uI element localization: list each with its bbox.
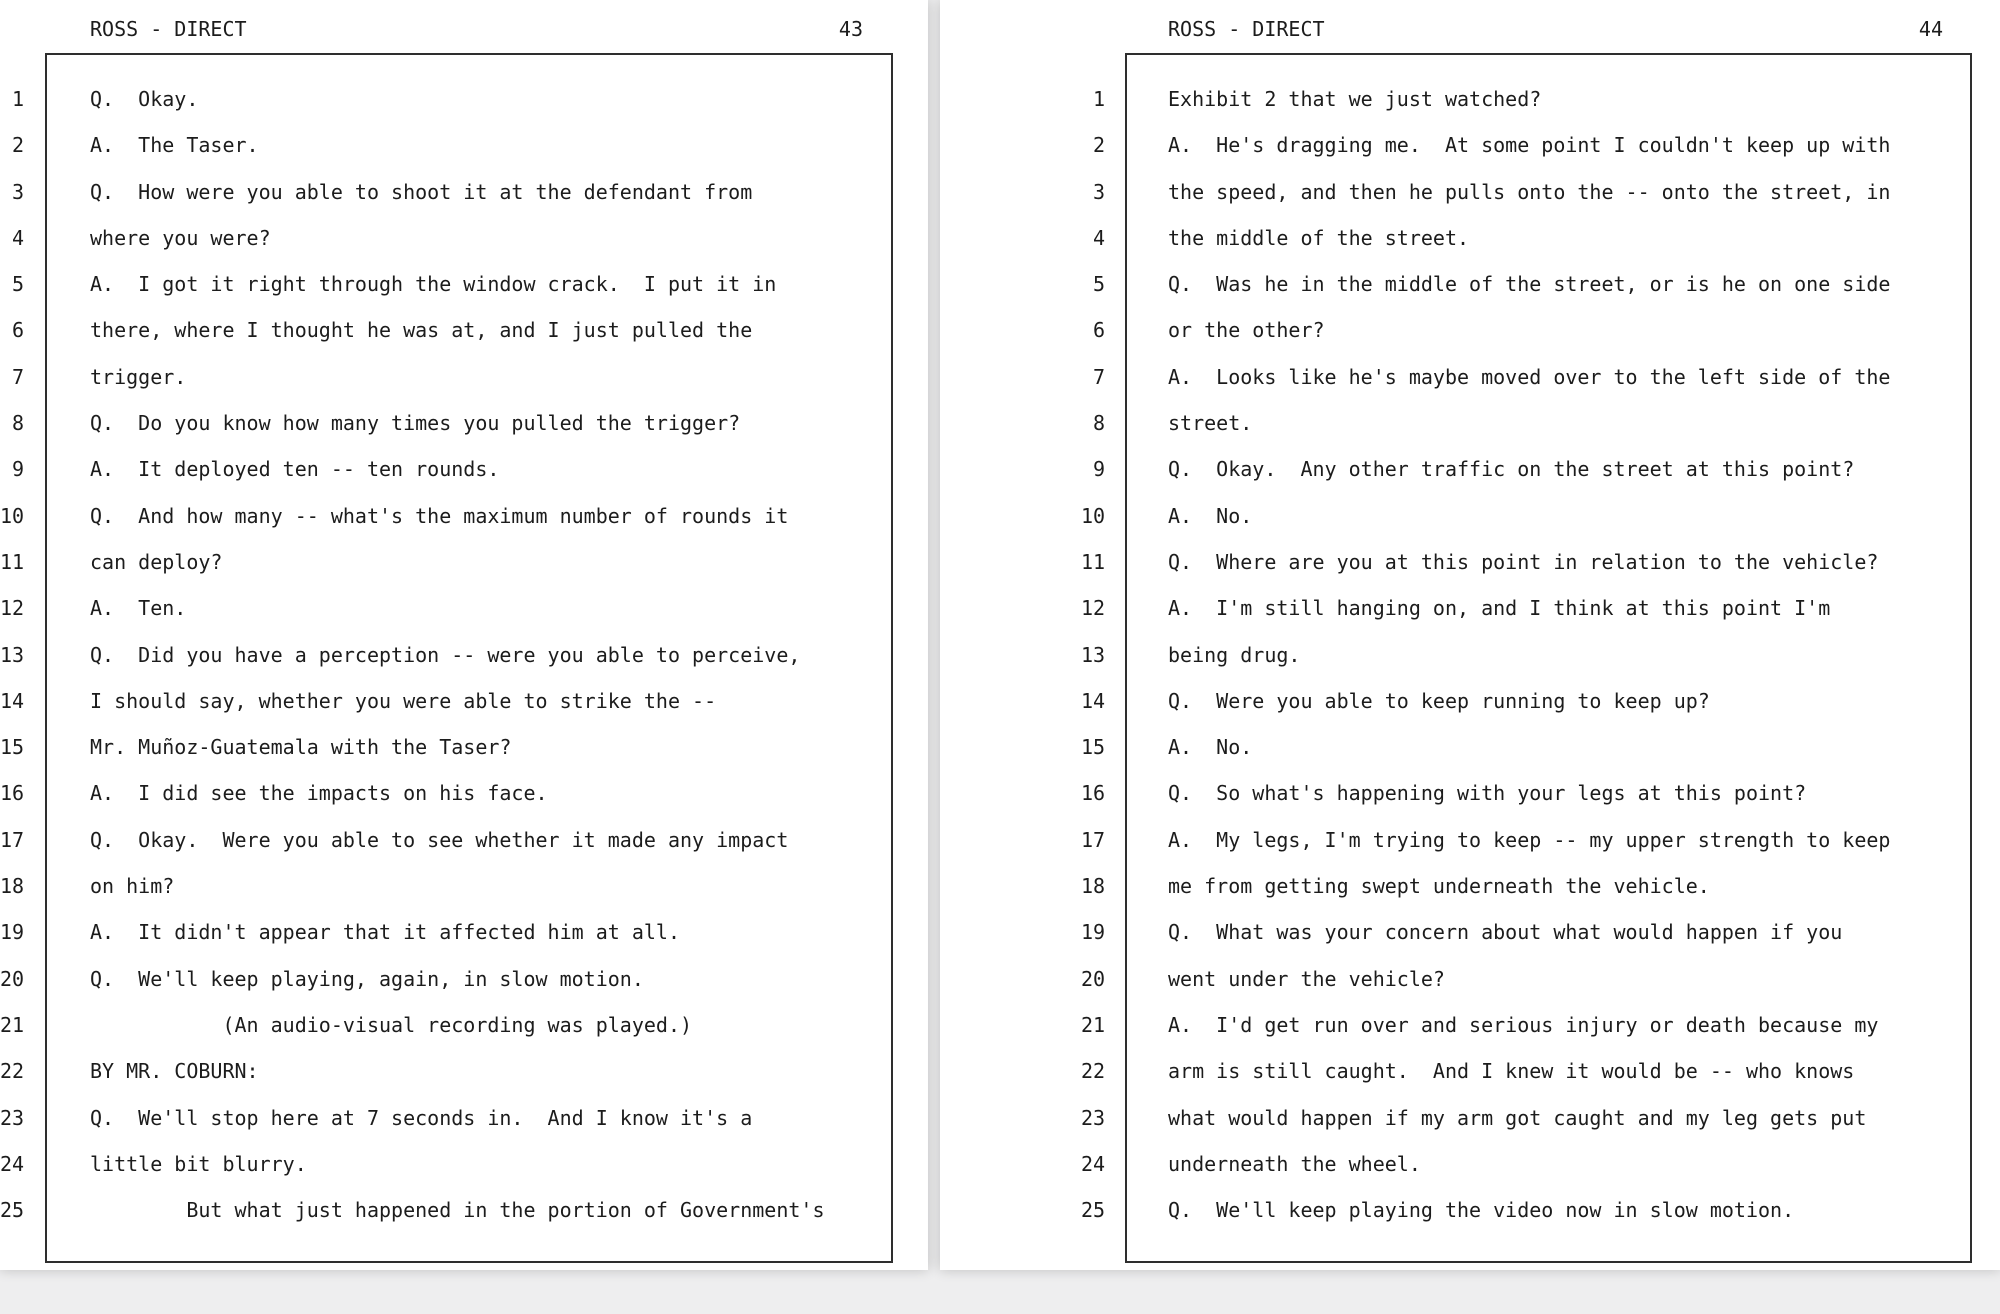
transcript-page-43 — [0, 0, 928, 1270]
page-header — [90, 17, 863, 41]
line-text: Q. What was your concern about what would happen if you — [1168, 920, 1843, 945]
line-number: 17 — [1081, 827, 1106, 852]
page-number: 43 — [838, 17, 863, 41]
line-text: there, where I thought he was at, and I just pulled the — [90, 318, 753, 343]
line-text: Q. Okay. — [90, 87, 199, 111]
line-number: 20 — [1081, 966, 1106, 991]
line-text: street. — [1168, 411, 1253, 436]
line-text: I should say, whether you were able to strike the -- — [90, 688, 717, 713]
line-number: 1 — [1092, 87, 1105, 111]
line-text: Q. Was he in the middle of the street, or is he on one side — [1168, 272, 1891, 297]
line-text: can deploy? — [90, 549, 223, 574]
line-text: A. It didn't appear that it affected him at all. — [90, 920, 681, 945]
line-number: 8 — [1092, 411, 1105, 436]
transcript-line — [1081, 539, 1890, 585]
line-text: A. I got it right through the window crack. I put it in — [90, 272, 777, 297]
line-text: A. Ten. — [90, 596, 187, 621]
line-text: A. I did see the impacts on his face. — [90, 781, 548, 806]
line-number: 11 — [1081, 549, 1106, 574]
transcript-line — [0, 585, 825, 631]
transcript-line — [0, 632, 825, 678]
line-text: the middle of the street. — [1168, 225, 1470, 250]
line-number: 2 — [11, 133, 24, 158]
line-number: 24 — [0, 1151, 25, 1176]
transcript-line — [1081, 122, 1890, 168]
line-text: on him? — [90, 874, 175, 899]
line-number: 7 — [11, 364, 24, 389]
transcript-line — [0, 76, 825, 122]
transcript-line — [1081, 400, 1890, 446]
line-text: Mr. Muñoz-Guatemala with the Taser? — [90, 735, 512, 760]
line-number: 5 — [11, 272, 24, 297]
transcript-line — [0, 169, 825, 215]
line-text: Q. We'll stop here at 7 seconds in. And I know it's a — [90, 1105, 753, 1130]
page-number: 44 — [1918, 17, 1943, 41]
line-number: 17 — [0, 827, 25, 852]
transcript-line — [0, 215, 825, 261]
line-number: 23 — [1081, 1105, 1106, 1130]
transcript-line — [1081, 354, 1890, 400]
line-number: 25 — [1081, 1198, 1106, 1223]
line-text: little bit blurry. — [90, 1151, 307, 1176]
transcript-lines — [0, 76, 825, 1233]
transcript-line — [0, 122, 825, 168]
line-number: 16 — [1081, 781, 1106, 806]
line-text: Exhibit 2 that we just watched? — [1168, 87, 1542, 111]
line-text: Q. And how many -- what's the maximum number of rounds it — [90, 503, 789, 528]
line-number: 12 — [1081, 596, 1106, 621]
line-text: where you were? — [90, 225, 271, 250]
transcript-page-44 — [940, 0, 2000, 1270]
transcript-line — [0, 770, 825, 816]
line-number: 16 — [0, 781, 25, 806]
line-text: A. Looks like he's maybe moved over to the left side of the — [1168, 364, 1891, 389]
transcript-line — [1081, 585, 1890, 631]
line-number: 21 — [1081, 1012, 1106, 1037]
transcript-line — [0, 400, 825, 446]
transcript-line — [1081, 817, 1890, 863]
line-number: 24 — [1081, 1151, 1106, 1176]
transcript-line — [0, 539, 825, 585]
transcript-line — [0, 261, 825, 307]
transcript-line — [0, 1187, 825, 1233]
transcript-line — [1081, 76, 1890, 122]
line-number: 19 — [0, 920, 25, 945]
line-text: being drug. — [1168, 642, 1301, 667]
line-text: BY MR. COBURN: — [90, 1059, 259, 1084]
line-text: Q. Okay. Were you able to see whether it made any impact — [90, 827, 789, 852]
line-text: Q. Where are you at this point in relation to the vehicle? — [1168, 549, 1879, 574]
line-text: or the other? — [1168, 318, 1325, 343]
transcript-line — [1081, 678, 1890, 724]
line-number: 11 — [0, 549, 25, 574]
line-text: Q. Were you able to keep running to keep up? — [1168, 688, 1710, 713]
line-number: 23 — [0, 1105, 25, 1130]
line-text: A. No. — [1168, 503, 1253, 528]
line-number: 6 — [1092, 318, 1105, 343]
line-number: 20 — [0, 966, 25, 991]
line-text: arm is still caught. And I knew it would be -- who knows — [1168, 1059, 1855, 1084]
line-number: 18 — [0, 874, 25, 899]
line-text: A. My legs, I'm trying to keep -- my upper strength to keep — [1168, 827, 1891, 852]
line-number: 22 — [0, 1059, 25, 1084]
line-number: 18 — [1081, 874, 1106, 899]
transcript-line — [0, 678, 825, 724]
line-number: 14 — [0, 688, 25, 713]
line-number: 10 — [0, 503, 25, 528]
line-text: A. No. — [1168, 735, 1253, 760]
transcript-line — [0, 956, 825, 1002]
line-text: Q. How were you able to shoot it at the defendant from — [90, 179, 753, 204]
line-number: 15 — [1081, 735, 1106, 760]
transcript-line — [0, 1141, 825, 1187]
transcript-line — [0, 724, 825, 770]
line-text: Q. Did you have a perception -- were you able to perceive, — [90, 642, 801, 667]
transcript-line — [1081, 493, 1890, 539]
line-number: 13 — [1081, 642, 1106, 667]
line-text: A. I'd get run over and serious injury or death because my — [1168, 1012, 1879, 1037]
transcript-line — [1081, 446, 1890, 492]
line-text: underneath the wheel. — [1168, 1151, 1421, 1176]
transcript-line — [0, 354, 825, 400]
transcript-line — [0, 493, 825, 539]
line-number: 9 — [1092, 457, 1105, 482]
transcript-line — [0, 817, 825, 863]
line-text: But what just happened in the portion of Government's — [90, 1198, 825, 1223]
line-text: Q. Okay. Any other traffic on the street at this point? — [1168, 457, 1855, 482]
transcript-line — [0, 1095, 825, 1141]
line-text: Q. So what's happening with your legs at this point? — [1168, 781, 1807, 806]
line-text: Q. Do you know how many times you pulled the trigger? — [90, 411, 741, 436]
transcript-line — [1081, 1002, 1890, 1048]
transcript-line — [0, 307, 825, 353]
line-number: 7 — [1092, 364, 1105, 389]
transcript-line — [1081, 1187, 1890, 1233]
line-number: 10 — [1081, 503, 1106, 528]
line-number: 12 — [0, 596, 25, 621]
transcript-line — [1081, 169, 1890, 215]
line-text: A. I'm still hanging on, and I think at this point I'm — [1168, 596, 1831, 621]
line-text: what would happen if my arm got caught and my leg gets put — [1168, 1105, 1867, 1130]
header-title: ROSS - DIRECT — [1168, 17, 1325, 41]
line-number: 8 — [11, 411, 24, 436]
line-number: 14 — [1081, 688, 1106, 713]
transcript-lines — [1081, 76, 1890, 1233]
transcript-line — [0, 863, 825, 909]
line-number: 13 — [0, 642, 25, 667]
line-number: 19 — [1081, 920, 1106, 945]
line-number: 4 — [1092, 225, 1105, 250]
transcript-line — [1081, 307, 1890, 353]
line-number: 5 — [1092, 272, 1105, 297]
transcript-line — [0, 446, 825, 492]
line-number: 3 — [1092, 179, 1105, 204]
line-number: 4 — [11, 225, 24, 250]
transcript-line — [1081, 770, 1890, 816]
line-number: 3 — [11, 179, 24, 204]
line-number: 9 — [11, 457, 24, 482]
transcript-line — [1081, 909, 1890, 955]
line-text: went under the vehicle? — [1168, 966, 1445, 991]
transcript-line — [1081, 724, 1890, 770]
line-number: 2 — [1092, 133, 1105, 158]
transcript-line — [0, 1002, 825, 1048]
page-header — [1168, 17, 1943, 41]
line-text: me from getting swept underneath the vehicle. — [1168, 874, 1710, 899]
line-text: Q. We'll keep playing the video now in slow motion. — [1168, 1198, 1795, 1223]
line-number: 6 — [11, 318, 24, 343]
transcript-line — [1081, 215, 1890, 261]
transcript-line — [0, 909, 825, 955]
line-number: 25 — [0, 1198, 25, 1223]
transcript-line — [1081, 632, 1890, 678]
header-title: ROSS - DIRECT — [90, 17, 247, 41]
line-text: A. He's dragging me. At some point I couldn't keep up with — [1168, 133, 1891, 158]
line-number: 21 — [0, 1012, 25, 1037]
line-text: the speed, and then he pulls onto the -- onto the street, in — [1168, 179, 1891, 204]
line-number: 22 — [1081, 1059, 1106, 1084]
line-text: A. It deployed ten -- ten rounds. — [90, 457, 500, 482]
transcript-line — [0, 1048, 825, 1094]
line-text: Q. We'll keep playing, again, in slow motion. — [90, 966, 644, 991]
line-number: 15 — [0, 735, 25, 760]
line-text: A. The Taser. — [90, 133, 259, 158]
transcript-line — [1081, 1095, 1890, 1141]
transcript-line — [1081, 863, 1890, 909]
line-number: 1 — [11, 87, 24, 111]
transcript-line — [1081, 1048, 1890, 1094]
transcript-line — [1081, 1141, 1890, 1187]
transcript-line — [1081, 956, 1890, 1002]
transcript-line — [1081, 261, 1890, 307]
line-text: (An audio-visual recording was played.) — [90, 1012, 693, 1037]
line-text: trigger. — [90, 364, 187, 389]
